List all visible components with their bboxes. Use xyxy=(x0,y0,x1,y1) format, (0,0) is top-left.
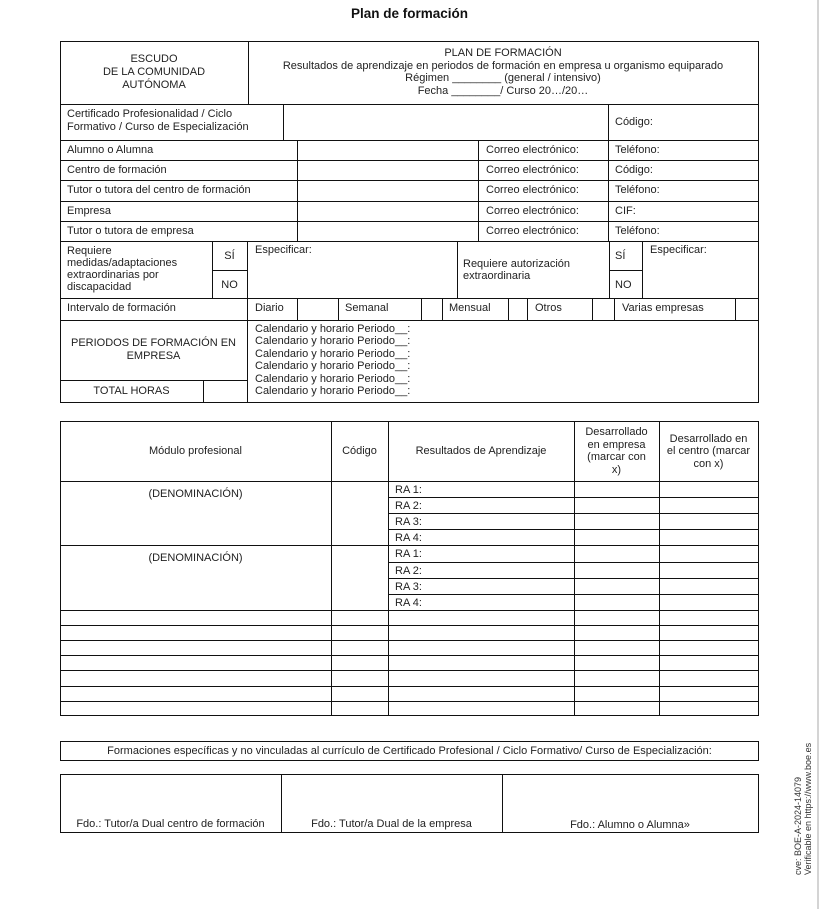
divider xyxy=(608,160,609,181)
intervalo-mensual-checkbox[interactable] xyxy=(509,299,526,319)
autorizacion-no-option[interactable]: NO xyxy=(615,279,632,291)
participant-extra-label: Teléfono: xyxy=(615,225,660,237)
autorizacion-especificar-field[interactable]: Especificar: xyxy=(650,244,707,256)
medidas-label-4: discapacidad xyxy=(67,281,132,293)
ra-label: RA 3: xyxy=(395,516,422,528)
divider xyxy=(642,241,643,298)
calendario-periodo-field[interactable]: Calendario y horario Periodo__: xyxy=(255,323,411,335)
certificado-label-1: Certificado Profesionalidad / Ciclo xyxy=(67,108,233,120)
intervalo-label: Intervalo de formación xyxy=(67,302,176,314)
participant-extra-label: Teléfono: xyxy=(615,144,660,156)
header-centro-3: con x) xyxy=(693,458,724,470)
empty-row-cell[interactable] xyxy=(61,671,330,685)
centro-check-cell[interactable] xyxy=(660,482,758,497)
empresa-check-cell[interactable] xyxy=(575,498,658,513)
cve-line-2: Verificable en https://www.boe.es xyxy=(803,742,813,875)
calendario-periodo-field[interactable]: Calendario y horario Periodo__: xyxy=(255,347,411,360)
divider xyxy=(614,298,615,320)
escudo-line-1: ESCUDO xyxy=(130,53,178,65)
empty-row-cell[interactable] xyxy=(61,702,330,716)
ra-label: RA 2: xyxy=(395,565,422,577)
empresa-check-cell[interactable] xyxy=(575,482,658,497)
formaciones-label: Formaciones específicas y no vinculadas al currículo de Certificado Profesional / Ciclo Formativo/ Curso de Especialización: xyxy=(107,745,712,757)
header-resultados: Resultados de Aprendizaje xyxy=(415,445,547,457)
header-empresa-1: Desarrollado xyxy=(585,426,648,438)
intervalo-diario-checkbox[interactable] xyxy=(298,299,337,319)
intervalo-otros-checkbox[interactable] xyxy=(593,299,613,319)
plan-title: PLAN DE FORMACIÓN xyxy=(444,47,562,59)
centro-check-cell[interactable] xyxy=(660,546,758,561)
ra-label: RA 4: xyxy=(395,597,422,609)
periodos-label-1: PERIODOS DE FORMACIÓN EN xyxy=(70,337,237,349)
intervalo-varias-label: Varias empresas xyxy=(622,302,704,314)
centro-check-cell[interactable] xyxy=(660,579,758,594)
divider xyxy=(338,298,339,320)
participant-extra-label: CIF: xyxy=(615,205,636,217)
medidas-label-1: Requiere xyxy=(67,245,112,257)
divider xyxy=(247,241,248,402)
centro-check-cell[interactable] xyxy=(660,595,758,610)
divider xyxy=(331,421,332,716)
divider xyxy=(608,140,609,161)
participant-label: Centro de formación xyxy=(67,164,167,176)
participant-email-label: Correo electrónico: xyxy=(486,225,579,237)
cve-line-1: cve: BOE-A-2024-14079 xyxy=(793,776,803,875)
divider xyxy=(478,201,479,222)
header-empresa-2: en empresa xyxy=(587,439,646,451)
medidas-label-2: medidas/adaptaciones xyxy=(67,257,178,269)
periodos-label-2: EMPRESA xyxy=(126,350,181,362)
intervalo-otros-label: Otros xyxy=(535,302,562,314)
participant-input[interactable] xyxy=(298,202,477,221)
medidas-no-option[interactable]: NO xyxy=(221,279,238,291)
participant-input[interactable] xyxy=(298,161,477,180)
autorizacion-label-1: Requiere autorización xyxy=(463,258,571,270)
page-title: Plan de formación xyxy=(350,6,469,21)
intervalo-varias-checkbox[interactable] xyxy=(736,299,758,319)
cve-stamp xyxy=(793,743,813,875)
ra-label: RA 4: xyxy=(395,532,422,544)
participant-label: Alumno o Alumna xyxy=(67,144,154,156)
empty-row-cell[interactable] xyxy=(61,611,330,625)
divider xyxy=(608,201,609,222)
divider xyxy=(442,298,443,320)
divider xyxy=(478,221,479,242)
header-empresa-4: x) xyxy=(611,464,622,476)
participant-input[interactable] xyxy=(298,141,477,160)
centro-check-cell[interactable] xyxy=(660,530,758,545)
participant-input[interactable] xyxy=(298,181,477,200)
total-horas-input[interactable] xyxy=(204,381,246,401)
calendario-periodo-field[interactable]: Calendario y horario Periodo__: xyxy=(255,335,411,348)
participant-label: Tutor o tutora del centro de formación xyxy=(67,184,251,196)
header-centro-2: el centro (marcar xyxy=(666,445,751,457)
participant-email-label: Correo electrónico: xyxy=(486,164,579,176)
centro-check-cell[interactable] xyxy=(660,514,758,529)
empresa-check-cell[interactable] xyxy=(575,595,658,610)
intervalo-diario-label: Diario xyxy=(255,302,284,314)
signature-tutor-centro[interactable]: Fdo.: Tutor/a Dual centro de formación xyxy=(76,818,265,830)
ra-label: RA 3: xyxy=(395,581,422,593)
divider xyxy=(527,298,528,320)
header-empresa-3: (marcar con xyxy=(587,451,646,463)
ra-label: RA 2: xyxy=(395,500,422,512)
centro-check-cell[interactable] xyxy=(660,498,758,513)
regimen-field[interactable]: Régimen ________ (general / intensivo) xyxy=(405,72,601,84)
divider xyxy=(60,298,759,299)
fecha-field[interactable]: Fecha ________/ Curso 20…/20… xyxy=(417,85,589,97)
divider xyxy=(478,140,479,161)
signature-alumno[interactable]: Fdo.: Alumno o Alumna» xyxy=(570,819,690,831)
certificado-codigo-label: Código: xyxy=(615,116,653,128)
empresa-check-cell[interactable] xyxy=(575,530,658,545)
empty-row-cell[interactable] xyxy=(61,641,330,655)
plan-subtitle: Resultados de aprendizaje en periodos de formación en empresa u organismo equiparado xyxy=(282,60,724,72)
participant-label: Empresa xyxy=(67,205,112,217)
empty-row-cell[interactable] xyxy=(61,626,330,640)
escudo-line-3: AUTÓNOMA xyxy=(122,79,186,91)
participant-email-label: Correo electrónico: xyxy=(486,144,579,156)
calendario-periodo-field[interactable]: Calendario y horario Periodo__: xyxy=(255,360,411,373)
divider xyxy=(457,241,458,298)
module-denominacion: (DENOMINACIÓN) xyxy=(148,552,243,564)
divider xyxy=(608,221,609,242)
header-modulo: Módulo profesional xyxy=(149,445,242,457)
divider xyxy=(60,320,759,321)
header-centro-1: Desarrollado en xyxy=(669,433,748,445)
medidas-si-option[interactable]: SÍ xyxy=(224,250,235,262)
medidas-especificar-field[interactable]: Especificar: xyxy=(255,244,312,256)
participant-email-label: Correo electrónico: xyxy=(486,184,579,196)
intervalo-mensual-label: Mensual xyxy=(449,302,491,314)
divider xyxy=(478,160,479,181)
participant-email-label: Correo electrónico: xyxy=(486,205,579,217)
ra-label: RA 1: xyxy=(395,484,422,496)
calendario-periodo-field[interactable]: Calendario y horario Periodo__: xyxy=(255,372,411,385)
ra-label: RA 1: xyxy=(395,548,422,560)
participant-input[interactable] xyxy=(298,222,477,241)
calendario-periodo-field[interactable]: Calendario y horario Periodo__: xyxy=(255,385,411,397)
divider xyxy=(478,180,479,201)
divider xyxy=(388,421,389,716)
header-codigo: Código xyxy=(342,445,377,457)
divider xyxy=(608,104,609,140)
participant-label: Tutor o tutora de empresa xyxy=(67,225,194,237)
intervalo-semanal-checkbox[interactable] xyxy=(422,299,441,319)
empty-row-cell[interactable] xyxy=(61,687,330,701)
participant-extra-label: Código: xyxy=(615,164,653,176)
divider xyxy=(609,270,642,271)
empresa-check-cell[interactable] xyxy=(575,563,658,578)
signature-tutor-empresa[interactable]: Fdo.: Tutor/a Dual de la empresa xyxy=(311,818,472,830)
empresa-check-cell[interactable] xyxy=(575,514,658,529)
divider xyxy=(212,270,247,271)
empresa-check-cell[interactable] xyxy=(575,546,658,561)
divider xyxy=(60,241,759,242)
certificado-label-2: Formativo / Curso de Especialización xyxy=(67,121,249,133)
empresa-check-cell[interactable] xyxy=(575,579,658,594)
module-denominacion: (DENOMINACIÓN) xyxy=(148,488,243,500)
autorizacion-label-2: extraordinaria xyxy=(463,270,531,282)
empty-row-cell[interactable] xyxy=(61,656,330,670)
divider xyxy=(608,180,609,201)
autorizacion-si-option[interactable]: SÍ xyxy=(615,250,626,262)
centro-check-cell[interactable] xyxy=(660,563,758,578)
escudo-line-2: DE LA COMUNIDAD xyxy=(102,66,206,78)
participant-extra-label: Teléfono: xyxy=(615,184,660,196)
certificado-input[interactable] xyxy=(284,105,607,139)
medidas-label-3: extraordinarias por xyxy=(67,269,159,281)
total-horas-label: TOTAL HORAS xyxy=(93,385,170,397)
intervalo-semanal-label: Semanal xyxy=(345,302,389,314)
